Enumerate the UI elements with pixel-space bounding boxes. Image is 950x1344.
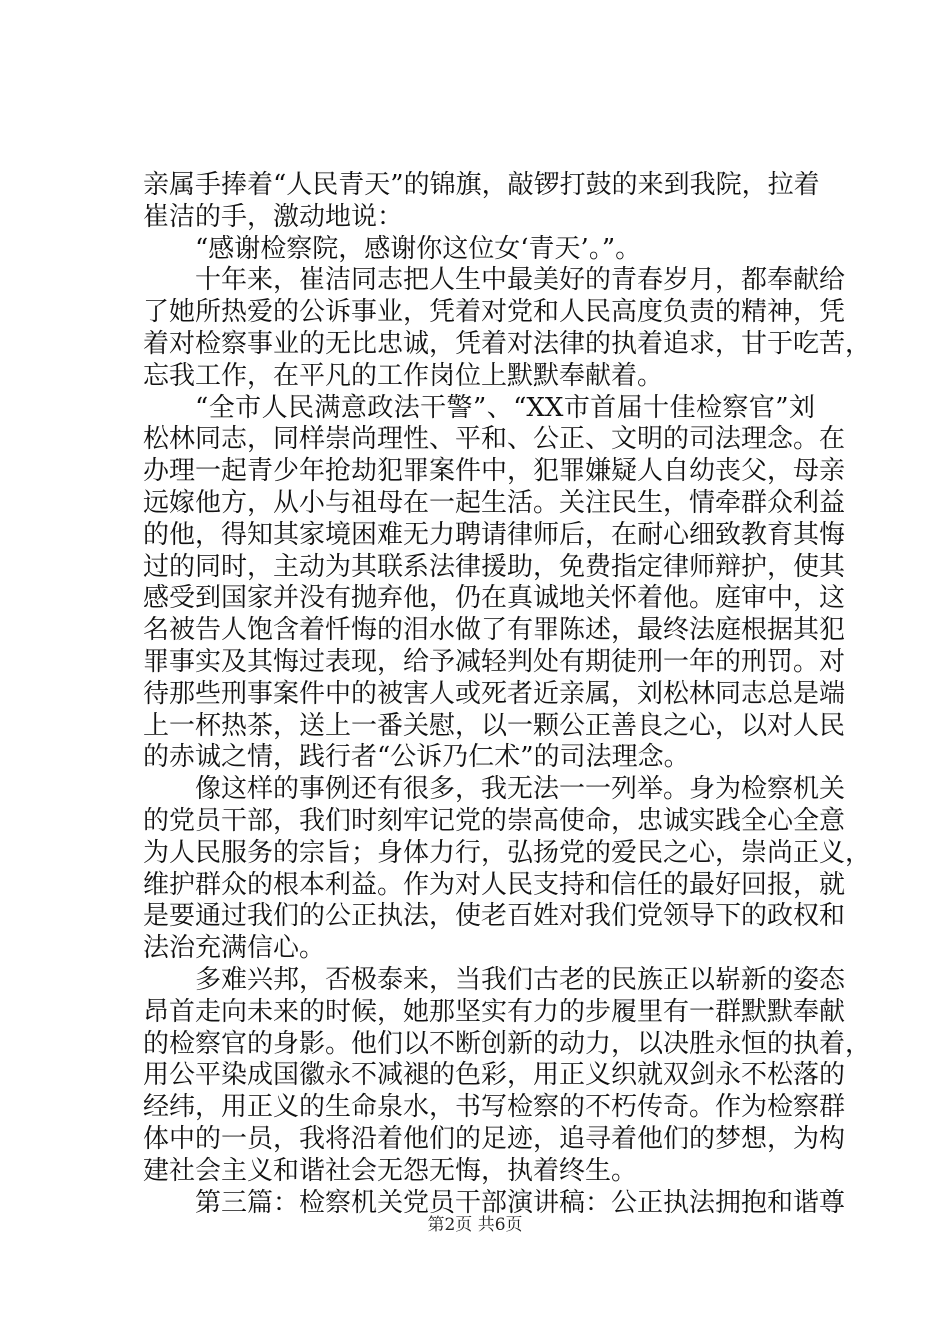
text-line: 松林同志，同样崇尚理性、平和、公正、文明的司法理念。在 <box>143 424 846 455</box>
text-line: 的检察官的身影。他们以不断创新的动力，以决胜永恒的执着， <box>143 1028 872 1059</box>
text-line: 名被告人饱含着忏悔的泪水做了有罪陈述，最终法庭根据其犯 <box>143 615 846 646</box>
paragraph <box>143 170 820 234</box>
text-line: 十年来，崔洁同志把人生中最美好的青春岁月，都奉献给 <box>195 265 846 296</box>
text-line: 待那些刑事案件中的被害人或死者近亲属，刘松林同志总是端 <box>143 678 846 709</box>
text-line: 上一杯热茶，送上一番关慰，以一颗公正善良之心，以对人民 <box>143 710 846 741</box>
text-line: 昂首走向未来的时候，她那坚实有力的步履里有一群默默奉献 <box>143 996 846 1027</box>
paragraph <box>143 964 872 1188</box>
text-line: 罪事实及其悔过表现，给予减轻判处有期徒刑一年的刑罚。对 <box>143 646 846 677</box>
text-line: 的党员干部，我们时刻牢记党的崇高使命，忠诚实践全心全意 <box>143 805 846 836</box>
text-line: 着对检察事业的无比忠诚，凭着对法律的执着追求，甘于吃苦， <box>143 328 872 359</box>
text-line: 体中的一员，我将沿着他们的足迹，追寻着他们的梦想，为构 <box>143 1123 846 1154</box>
text-line: 感受到国家并没有抛弃他，仍在真诚地关怀着他。庭审中，这 <box>143 583 846 614</box>
text-line: 建社会主义和谐社会无怨无悔，执着终生。 <box>143 1155 638 1186</box>
text-line: 是要通过我们的公正执法，使老百姓对我们党领导下的政权和 <box>143 901 846 932</box>
paragraph <box>143 234 815 266</box>
text-line: 办理一起青少年抢劫犯罪案件中，犯罪嫌疑人自幼丧父，母亲 <box>143 456 846 487</box>
text-line: “感谢检察院，感谢你这位女‘青天’。”。 <box>195 233 642 264</box>
text-line: 第三篇：检察机关党员干部演讲稿：公正执法拥抱和谐尊 <box>195 1187 846 1218</box>
text-line: 维护群众的根本利益。作为对人民支持和信任的最好回报，就 <box>143 869 846 900</box>
paragraph <box>143 774 872 965</box>
text-line: 的他，得知其家境困难无力聘请律师后，在耐心细致教育其悔 <box>143 519 846 550</box>
text-line: 远嫁他方，从小与祖母在一起生活。关注民生，情牵群众利益 <box>143 487 846 518</box>
text-line: 多难兴邦，否极泰来，当我们古老的民族正以崭新的姿态 <box>195 964 846 995</box>
text-line: 的赤诚之情，践行者“公诉乃仁术”的司法理念。 <box>143 742 690 773</box>
paragraph <box>143 392 846 775</box>
text-line: 法治充满信心。 <box>143 933 326 964</box>
text-line: “全市人民满意政法干警”、“XX市首届十佳检察官”刘 <box>195 392 815 423</box>
page-footer: 第2页 共6页 <box>427 1215 523 1235</box>
text-line: 过的同时，主动为其联系法律援助，免费指定律师辩护，使其 <box>143 551 846 582</box>
document-body <box>143 170 872 1219</box>
text-line: 用公平染成国徽永不减褪的色彩，用正义织就双剑永不松落的 <box>143 1060 846 1091</box>
text-line: 了她所热爱的公诉事业，凭着对党和人民高度负责的精神，凭 <box>143 297 846 328</box>
text-line: 崔洁的手，激动地说： <box>143 201 404 232</box>
text-line: 亲属手捧着“人民青天”的锦旗，敲锣打鼓的来到我院，拉着 <box>143 170 820 200</box>
text-line: 像这样的事例还有很多，我无法一一列举。身为检察机关 <box>195 774 846 805</box>
text-line: 忘我工作，在平凡的工作岗位上默默奉献着。 <box>143 360 664 391</box>
paragraph <box>143 265 872 392</box>
text-line: 经纬，用正义的生命泉水，书写检察的不朽传奇。作为检察群 <box>143 1092 846 1123</box>
text-line: 为人民服务的宗旨；身体力行，弘扬党的爱民之心，崇尚正义， <box>143 837 872 868</box>
